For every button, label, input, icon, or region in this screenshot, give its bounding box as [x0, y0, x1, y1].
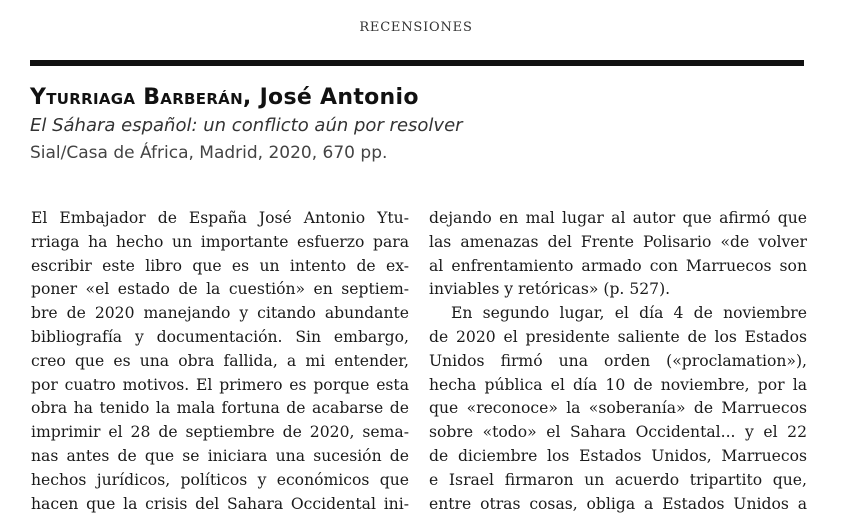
left-column	[31, 207, 409, 516]
text-line: sobre «todo» el Sahara Occidental... y el 22	[429, 423, 807, 442]
text-line: entre otras cosas, obliga a Estados Unidos a	[429, 494, 807, 513]
text-line: obra ha tenido la mala fortuna de acabarse de	[31, 399, 409, 418]
text-line: e Israel firmaron un acuerdo tripartito que,	[429, 470, 807, 489]
bibliographic-entry	[30, 84, 804, 166]
book-title: El Sáhara español: un conflicto aún por resolver	[30, 115, 463, 136]
text-line: de diciembre los Estados Unidos, Marruecos	[429, 446, 807, 465]
right-column	[429, 207, 807, 516]
text-line: rriaga ha hecho un importante esfuerzo para	[31, 232, 409, 251]
text-line: escribir este libro que es un intento de ex-	[31, 256, 409, 275]
text-line: imprimir el 28 de septiembre de 2020, sema-	[31, 423, 409, 442]
text-line: hacen que la crisis del Sahara Occidental ini-	[31, 494, 409, 513]
text-line: En segundo lugar, el día 4 de noviembre	[451, 304, 807, 323]
publisher-info: Sial/Casa de África, Madrid, 2020, 670 pp.	[30, 143, 388, 163]
running-header: RECENSIONES	[359, 20, 473, 35]
text-line: Unidos firmó una orden («proclamation»),	[429, 351, 807, 370]
text-line: por cuatro motivos. El primero es porque esta	[31, 375, 409, 394]
text-line: hechos jurídicos, políticos y económicos que	[31, 470, 409, 489]
text-line: bre de 2020 manejando y citando abundante	[31, 304, 409, 323]
text-line: El Embajador de España José Antonio Ytu-	[31, 209, 409, 227]
text-line: creo que es una obra fallida, a mi entender,	[31, 351, 409, 370]
text-line: al enfrentamiento armado con Marruecos son	[429, 256, 807, 275]
text-line: hecha pública el día 10 de noviembre, por la	[429, 375, 807, 394]
text-line: inviables y retóricas» (p. 527).	[429, 280, 671, 299]
author-surname: Yturriaga Barberán,	[30, 85, 252, 110]
paragraph	[31, 207, 409, 516]
text-line: poner «el estado de la cuestión» en septiem-	[31, 280, 409, 299]
header-rule	[30, 60, 804, 66]
author-given-name: José Antonio	[259, 85, 419, 110]
paragraph	[429, 207, 807, 302]
text-line: de 2020 el presidente saliente de los Estados	[429, 327, 807, 346]
author-name	[30, 84, 804, 112]
text-line: las amenazas del Frente Polisario «de volver	[429, 232, 807, 251]
text-line: nas antes de que se iniciara una sucesión de	[31, 446, 409, 465]
text-line: que «reconoce» la «soberanía» de Marruecos	[429, 399, 807, 418]
text-line: dejando en mal lugar al autor que afirmó que	[429, 209, 807, 227]
paragraph	[429, 302, 807, 516]
text-line: bibliografía y documentación. Sin embargo,	[31, 327, 409, 346]
